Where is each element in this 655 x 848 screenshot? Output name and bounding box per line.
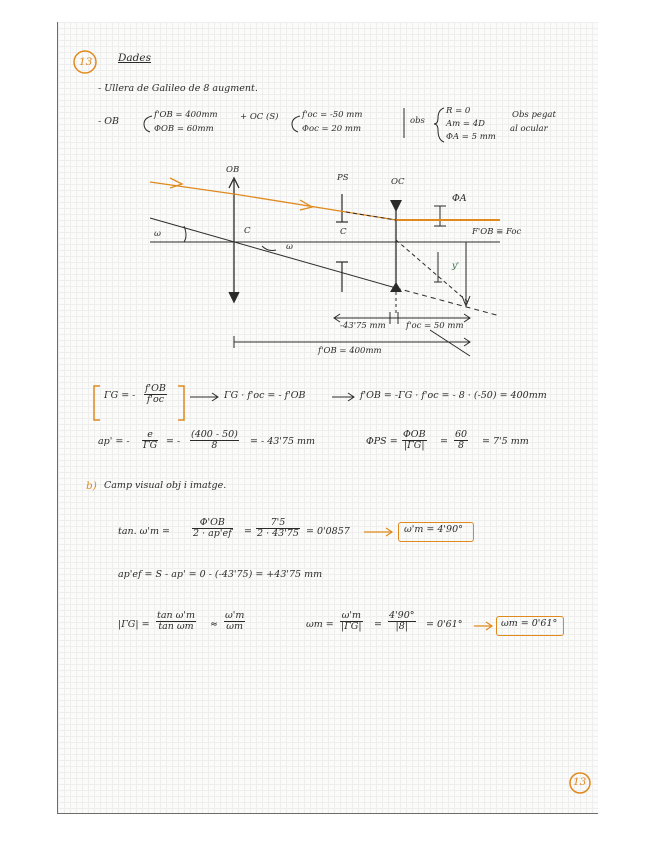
label-c-left: C xyxy=(244,226,251,236)
am-value: Am = 4D xyxy=(446,119,485,129)
note-1: Obs pegat xyxy=(512,110,556,120)
eq2-den3: |ΓG| xyxy=(403,440,425,452)
eq3-eq: = xyxy=(244,526,252,537)
eq5-frac1 xyxy=(156,611,196,633)
diag-line xyxy=(430,330,470,356)
eq2-num4: 60 xyxy=(455,429,468,440)
eq3-frac1 xyxy=(192,518,233,540)
page-number: 13 xyxy=(573,776,587,788)
eq3-num1: Φ'OB xyxy=(192,518,233,529)
eq1-step2: f'OB = -ΓG · f'oc = - 8 · (-50) = 400mm xyxy=(360,390,547,401)
label-c-mid: C xyxy=(340,227,347,237)
plus-oc: + OC (S) xyxy=(240,112,279,122)
oc-lens-top xyxy=(390,200,402,212)
eq4: ap'ef = S - ap' = 0 - (-43'75) = +43'75 mm xyxy=(118,569,323,580)
chief-ray xyxy=(150,218,396,288)
problem-number: 13 xyxy=(79,56,93,68)
chief-ray-ext xyxy=(396,288,500,316)
eq5-frac4 xyxy=(388,611,416,633)
eq2-num2: (400 - 50) xyxy=(191,429,238,440)
obs-label: obs xyxy=(410,116,425,126)
orange-ray-in xyxy=(150,182,234,194)
section-title: Dades xyxy=(118,52,152,64)
brace-obs xyxy=(434,108,444,142)
dist-foc: f'oc = 50 mm xyxy=(406,321,464,331)
eq5-num3: ω'm xyxy=(341,610,361,621)
eq2-eq: = xyxy=(440,436,448,447)
eq1-num: f'OB xyxy=(145,383,166,394)
orange-ray-mid xyxy=(234,194,396,220)
part-b-title: Camp visual obj i imatge. xyxy=(104,480,227,491)
dist-ap: -43'75 mm xyxy=(340,321,386,331)
eq2-frac3 xyxy=(402,430,427,452)
eq5-num1: tan ω'm xyxy=(157,610,195,621)
eq3-result: = 0'0857 xyxy=(306,526,350,537)
eq2-frac2 xyxy=(190,430,239,452)
brace-ob xyxy=(144,116,152,132)
eq1-bracket-left xyxy=(94,386,100,420)
phi-oc: Φoc = 20 mm xyxy=(302,124,362,134)
intro-line: - Ullera de Galileo de 8 augment. xyxy=(98,83,258,94)
label-oc: OC xyxy=(391,177,405,187)
ob-lens-arrow-bottom xyxy=(229,292,239,302)
focus-note: F'OB ≡ Foc xyxy=(472,227,522,237)
eq3-den2: 2 · 43'75 xyxy=(257,528,299,540)
eq5-num4: 4'90° xyxy=(389,610,415,621)
label-ob: OB xyxy=(226,165,240,175)
eq5-den2: ωm xyxy=(226,621,244,633)
eq5-den3: |ΓG| xyxy=(341,621,362,633)
eq2-phi-result: = 7'5 mm xyxy=(482,436,529,447)
eq1-step1: ΓG · f'oc = - f'OB xyxy=(224,390,306,401)
eq1-lhs: ΓG = - xyxy=(104,390,136,401)
eq5-num2: ω'm xyxy=(225,610,245,621)
eq3-frac2 xyxy=(256,518,300,540)
eq5-den1: tan ωm xyxy=(158,621,194,633)
label-phi-a: ΦA xyxy=(452,193,467,204)
eq5-frac3 xyxy=(340,611,363,633)
eq2-frac1 xyxy=(142,430,158,452)
eq2-result: = - 43'75 mm xyxy=(250,436,316,447)
dist-fob: f'OB = 400mm xyxy=(318,346,382,356)
label-w-mid: ω xyxy=(286,242,293,252)
eq5-frac2 xyxy=(224,611,245,633)
eq5-eq2: = xyxy=(374,619,382,630)
eq1-den: f'oc xyxy=(146,394,165,406)
eq2-num1: e xyxy=(142,430,158,441)
eq1-fraction xyxy=(144,384,167,406)
eq3-den1: 2 · ap'ef xyxy=(193,528,232,540)
brace-oc xyxy=(292,116,300,132)
angle-arc-mid xyxy=(262,246,276,251)
label-w-left: ω xyxy=(154,229,161,239)
eq2-frac4 xyxy=(454,430,468,452)
eq3-lhs: tan. ω'm = xyxy=(118,526,170,537)
f-ob: f'OB = 400mm xyxy=(154,110,218,120)
eq2-den1: ΓG xyxy=(143,440,158,452)
eq5-result: = 0'61° xyxy=(426,619,463,630)
phi-ob: ΦOB = 60mm xyxy=(154,124,214,134)
eq2-den4: 8 xyxy=(458,440,465,452)
eq5-den4: |8| xyxy=(395,621,408,633)
eq2-mid: = - xyxy=(166,436,181,447)
ob-label: - OB xyxy=(98,116,119,127)
note-2: al ocular xyxy=(510,124,548,134)
part-b-label: b) xyxy=(86,480,97,492)
eq5-boxed: ωm = 0'61° xyxy=(501,618,558,629)
eq3-boxed: ω'm = 4'90° xyxy=(404,524,463,535)
r-value: R = 0 xyxy=(446,106,471,116)
phi-a-value: ΦA = 5 mm xyxy=(446,132,496,142)
eq5-eq: ≈ xyxy=(210,619,218,630)
f-oc: f'oc = -50 mm xyxy=(302,110,363,120)
eq2-num3: ΦOB xyxy=(403,429,426,440)
eq5-lhs2: ωm = xyxy=(306,619,334,630)
eq3-num2: 7'5 xyxy=(256,518,300,529)
label-y-prime: y' xyxy=(452,261,460,271)
eq2-den2: 8 xyxy=(211,440,218,452)
eq2-phi-lhs: ΦPS = xyxy=(366,436,398,447)
label-ps: PS xyxy=(337,173,349,183)
eq2-lhs: ap' = - xyxy=(98,436,130,447)
eq5-lhs: |ΓG| = xyxy=(118,619,150,630)
eq1-bracket-right xyxy=(178,386,184,420)
